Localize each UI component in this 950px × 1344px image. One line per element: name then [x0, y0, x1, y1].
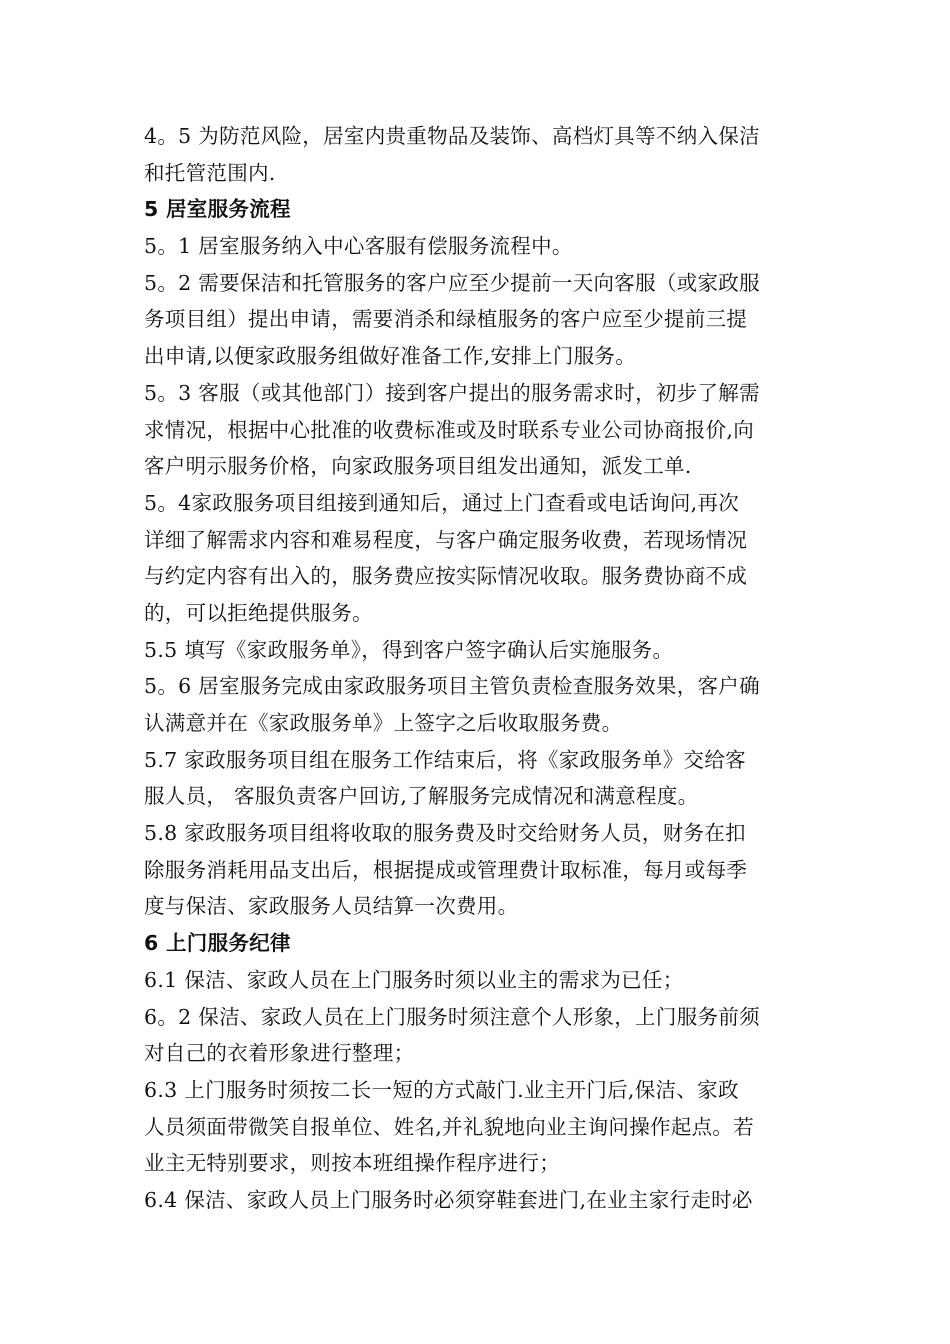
text-line: 6.1 保洁、家政人员在上门服务时须以业主的需求为已任；: [144, 967, 684, 992]
text-line: 6.3 上门服务时须按二长一短的方式敲门.业主开门后,保洁、家政: [144, 1077, 739, 1102]
text-line: 度与保洁、家政服务人员结算一次费用。: [144, 894, 519, 919]
text-line: 6。2 保洁、家政人员在上门服务时须注意个人形象，上门服务前须: [144, 1004, 760, 1029]
text-line: 5。4家政服务项目组接到通知后，通过上门查看或电话询问,再次: [144, 490, 740, 515]
text-line: 5.7 家政服务项目组在服务工作结束后，将《家政服务单》交给客: [144, 747, 746, 772]
text-line: 6.4 保洁、家政人员上门服务时必须穿鞋套进门,在业主家行走时必: [144, 1187, 753, 1212]
text-line: 与约定内容有出入的，服务费应按实际情况收取。服务费协商不成: [144, 564, 748, 589]
text-line: 5。2 需要保洁和托管服务的客户应至少提前一天向客服（或家政服: [144, 270, 760, 295]
text-line: 的，可以拒绝提供服务。: [144, 600, 373, 625]
text-line: 和托管范围内.: [144, 160, 276, 185]
text-line: 对自己的衣着形象进行整理；: [144, 1041, 415, 1066]
section-heading: 5 居室服务流程: [144, 197, 291, 222]
text-line: 5.8 家政服务项目组将收取的服务费及时交给财务人员，财务在扣: [144, 821, 746, 846]
text-line: 求情况，根据中心批准的收费标准或及时联系专业公司协商报价,向: [144, 417, 755, 442]
text-line: 5。3 客服（或其他部门）接到客户提出的服务需求时，初步了解需: [144, 380, 760, 405]
text-line: 客户明示服务价格，向家政服务项目组发出通知，派发工单.: [144, 454, 692, 479]
text-line: 详细了解需求内容和难易程度，与客户确定服务收费，若现场情况: [144, 527, 748, 552]
text-line: 服人员， 客服负责客户回访,了解服务完成情况和满意程度。: [144, 784, 699, 809]
text-line: 出申请,以便家政服务组做好准备工作,安排上门服务。: [144, 344, 637, 369]
text-line: 除服务消耗用品支出后，根据提成或管理费计取标准，每月或每季: [144, 857, 748, 882]
text-line: 4。5 为防范风险，居室内贵重物品及装饰、高档灯具等不纳入保洁: [144, 124, 760, 148]
text-line: 认满意并在《家政服务单》上签字之后收取服务费。: [144, 711, 623, 735]
text-line: 业主无特别要求，则按本班组操作程序进行；: [144, 1151, 560, 1176]
text-line: 5.5 填写《家政服务单》，得到客户签字确认后实施服务。: [144, 637, 674, 662]
text-line: 务项目组）提出申请，需要消杀和绿植服务的客户应至少提前三提: [144, 307, 748, 332]
text-line: 人员须面带微笑自报单位、姓名,并礼貌地向业主询问操作起点。若: [144, 1114, 755, 1139]
section-heading: 6 上门服务纪律: [144, 931, 291, 956]
document-page: [144, 118, 812, 1219]
text-line: 5。6 居室服务完成由家政服务项目主管负责检查服务效果，客户确: [144, 674, 760, 699]
text-line: 5。1 居室服务纳入中心客服有偿服务流程中。: [144, 234, 573, 259]
